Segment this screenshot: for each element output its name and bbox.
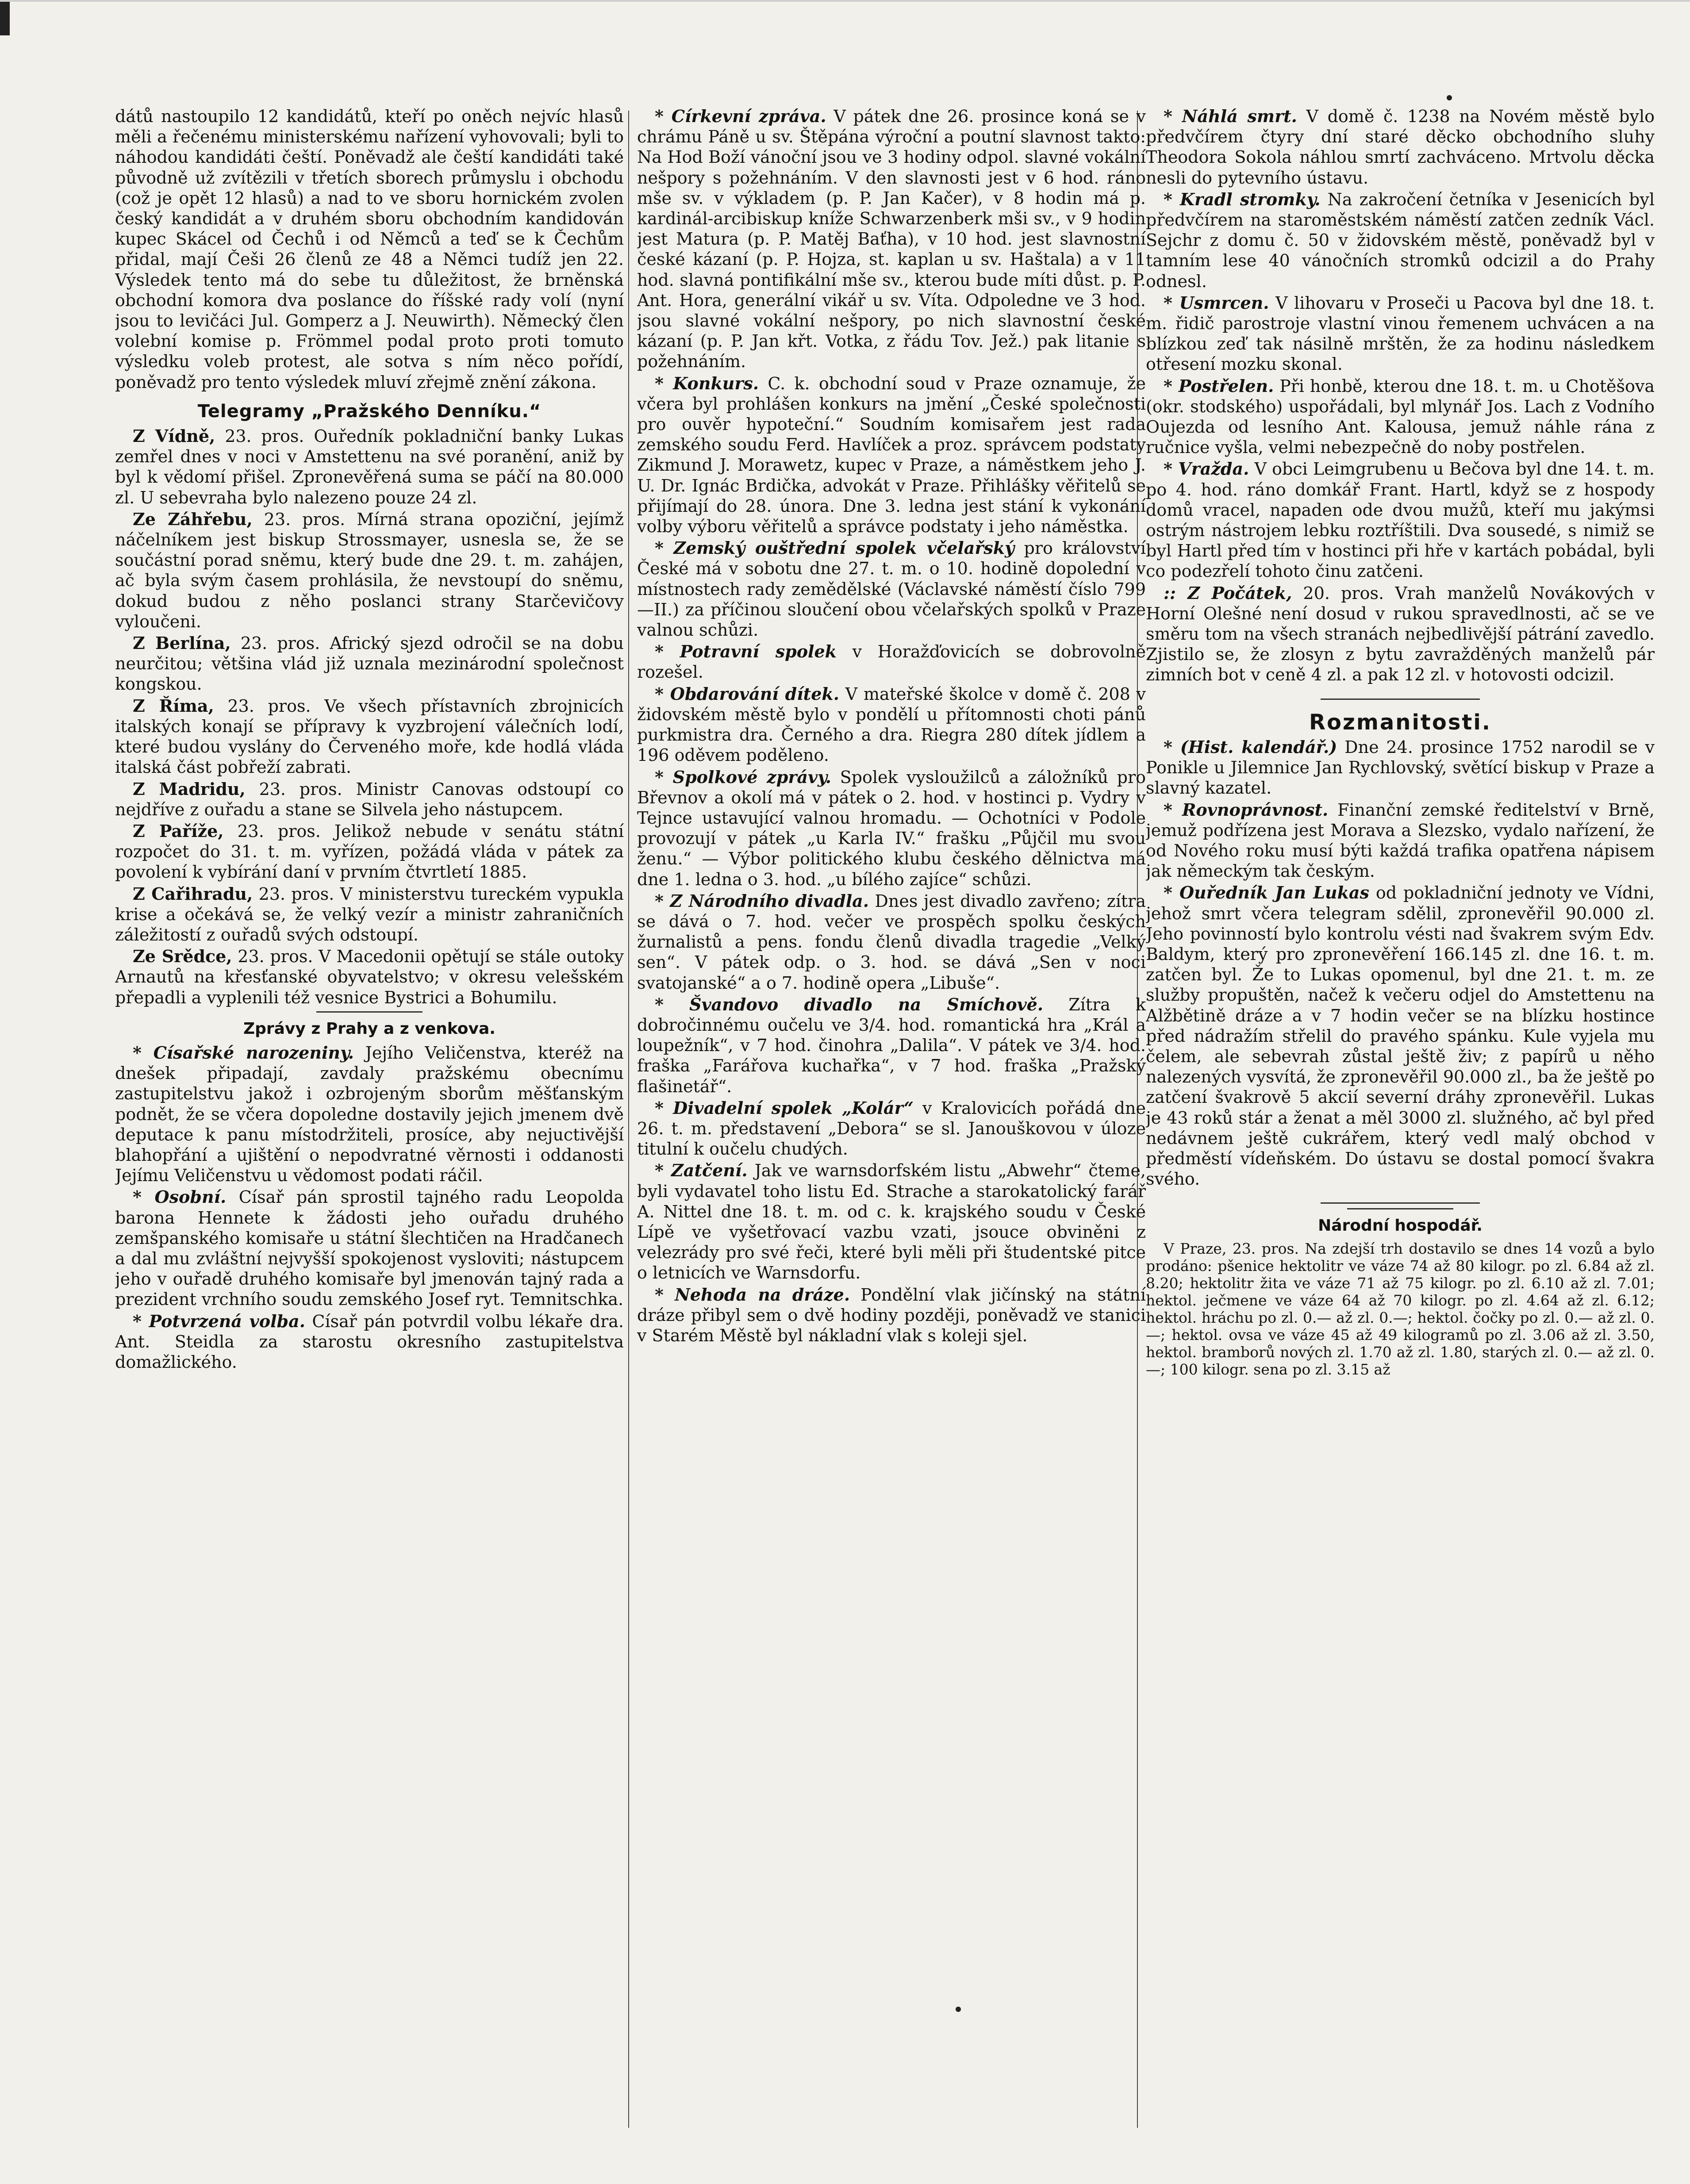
article-text: Finanční zemské ředitelství v Brně, jemuž podřízena jest Morava a Slezsko, vydalo nařízení, že od Nového roku musí býti každá trafika opatřena nápisem jak německým tak českým. — [1146, 800, 1655, 881]
article-text: V mateřské školce v domě č. 208 v židovském městě bylo v pondělí u přítomnosti choti pánů purkmistra dra. Černého a dra. Riegra 280 dítek jídlem a 196 oděvem poděleno. — [637, 684, 1146, 765]
article-lead: * Kradl stromky. — [1164, 189, 1321, 209]
article-paragraph — [115, 779, 624, 820]
article-paragraph — [115, 821, 624, 883]
article-text: Spolek vysloužilců a záložníků pro Břevnov a okolí má v pátek o 2. hod. v hostinci p. Vydry v Tejnce ustavující valnou hromadu. — Ochotníci v Podole provozují v pátek „u Karla IV.“ frašku „Půjčil mu svou ženu.“ — Výbor politického klubu českého dělnictva má dne 1. ledna o 3. hod. „u bílého zajíce“ schůzi. — [637, 767, 1146, 889]
dateline: Z Cařihradu, — [133, 883, 253, 904]
article-paragraph — [637, 767, 1146, 890]
article-paragraph — [115, 106, 624, 392]
article-lead: * Zemský ouštřední spolek včelařský — [655, 538, 1015, 558]
article-text: v Horažďovicích se dobrovolně rozešel. — [637, 642, 1146, 682]
article-paragraph — [637, 538, 1146, 640]
article-lead: * Nehoda na dráze. — [655, 1284, 850, 1305]
article-text: 23. pros. Jelikož nebude v senátu státní rozpočet do 31. t. m. vyřízen, požádá vláda v pátek za povolení k vybírání daní v prvním čtvrtletí 1885. — [115, 821, 624, 882]
section-heading: Rozmanitosti. — [1309, 710, 1492, 735]
dateline: Z Paříže, — [133, 821, 224, 841]
article-lead: * Osobní. — [133, 1187, 227, 1207]
article-text: Dne 24. prosince 1752 narodil se v Ponikle u Jilemnice Jan Rychlovský, světící biskup v Praze a slavný kazatel. — [1146, 737, 1655, 798]
article-paragraph — [115, 946, 624, 1008]
article-text: Zítra k dobročinnému oučelu ve 3/4. hod. romantická hra „Král a loupežník“, v 7 hod. činohra „Dalila“. V pátek ve 3/4. hod. fraška „Farářova kuchařka“, v 7 hod. fraška „Pražský flašinetář“. — [637, 994, 1146, 1096]
dateline: Z Madridu, — [133, 779, 246, 799]
article-paragraph — [1146, 106, 1655, 188]
article-text: Císař pán sprostil tajného radu Leopolda barona Hennete k žádosti jeho ouřadu druhého zemšpanského komisaře u státní šlechtičen na Hradčanech a dal mu zvláštní nejvyšší spokojenost vysloviti; nástupcem jeho v ouřadě druhého komisaře byl jmenován tajný rada a prezident vrchního soudu zemského Josef ryt. Temnitschka. — [115, 1187, 624, 1309]
article-text: V pátek dne 26. prosince koná se v chrámu Páně u sv. Štěpána výroční a poutní slavnost takto: Na Hod Boží vánoční jsou ve 3 hodiny odpol. slavné vokální nešpory s požehnáním. V den slavnosti jest v 6 hod. ráno mše sv. v výkladem (p. P. Jan Kačer), v 8 hodin má p. kardinál-arcibiskup kníže Schwarzenberk mši sv., v 9 hodin jest Matura (p. P. Matěj Baťha), v 10 hod. jest slavnostní české kázaní (p. P. Hojza, st. kaplan u sv. Haštala) a v 11 hod. slavná pontifikální mše sv., kterou bude míti důst. p. P. Ant. Hora, generální vikář u sv. Víta. Odpoledne ve 3 hod. jsou slavné vokální nešpory, po nich slavnostní české kázaní (p. P. Jan křt. Votka, z řádu Tov. Jež.) pak litanie s požehnáním. — [637, 107, 1146, 372]
article-text: C. k. obchodní soud v Praze oznamuje, že včera byl prohlášen konkurs na jmění „České společnosti pro ouvěr hypoteční.“ Soudním komisařem jest rada zemského soudu Ferd. Havlíček a proz. správcem podstaty Zikmund J. Morawetz, kupec v Praze, a náměstkem jeho J. U. Dr. Ignác Brdička, advokát v Praze. Přihlášky věřitelů se přijímají do 28. února. Dne 3. ledna jest stání k vykonání volby výboru věřitelů a správce podstaty i jeho náměstka. — [637, 373, 1146, 537]
column-3 — [1146, 106, 1655, 2106]
article-text: 23. pros. Ve všech přístavních zbrojnicích italských konají se přípravy k vyzbrojení válečních lodí, které budou vyslány do Červeného moře, kde hodlá vláda italská část pobřeží zabrati. — [115, 696, 624, 777]
section-heading: Telegramy „Pražského Denníku.“ — [197, 401, 542, 422]
article-lead: * Obdarování dítek. — [655, 683, 839, 704]
article-text: v Kralovicích pořádá dne 26. t. m. představení „Debora“ se sl. Janouškovou v úloze titulní k oučelu chudých. — [637, 1098, 1146, 1159]
article-paragraph — [115, 1043, 624, 1186]
article-lead: * (Hist. kalendář.) — [1164, 737, 1337, 757]
article-text: V lihovaru v Proseči u Pacova byl dne 18. t. m. řidič parostroje vlastní vinou řemenem uchvácen a na blízkou zeď tak násilně mrštěn, že za hodinu následkem otřesení mozku skonal. — [1146, 293, 1655, 374]
column-2 — [637, 106, 1146, 2106]
article-paragraph — [637, 891, 1146, 993]
article-text: Dnes jest divadlo zavřeno; zítra se dává o 7. hod. večer ve prospěch spolku českých žurnalistů a pens. fondu členů divadla tragedie „Velký sen“. V pátek odp. o 3. hod. se dává „Sen v noci svatojanské“ a o 7. hodině opera „Libuše“. — [637, 891, 1146, 993]
article-text: Při honbě, kterou dne 18. t. m. u Chotěšova (okr. stodského) uspořádali, byl mlynář Jos. Lach z Vodního Oujezda od lesního Ant. Kalousa, jemuž náhle rána z ručnice vyšla, velmi nebezpečně do noby postřelen. — [1146, 376, 1655, 457]
article-lead: * Divadelní spolek „Kolár“ — [655, 1098, 914, 1118]
article-text: V obci Leimgrubenu u Bečova byl dne 14. t. m. po 4. hod. ráno domkář Frant. Hartl, když se z hospody domů vracel, napaden ode dvou mužů, kteří mu jakýmsi ostrým nástrojem lebku roztříštili. Dva sousedé, s nimiž se byl Hartl před tím v hostinci při hře v kartách pobádal, byli co podezřelí tohoto činu zatčeni. — [1146, 459, 1655, 581]
article-paragraph — [1146, 1240, 1655, 1378]
article-paragraph — [115, 426, 624, 508]
article-text: Jak ve warnsdorfském listu „Abwehr“ čteme, byli vydavatel toho listu Ed. Strache a starokatolický farář A. Nittel dne 18. t. m. od c. k. krajského soudu v České Lípě ve vyšetřovací vazbu vzati, jsouce obviněni z velezrády pro své řeči, které byli měli při študentské pitce o letnicích ve Warnsdorfu. — [637, 1161, 1146, 1283]
article-lead: * Náhlá smrt. — [1164, 106, 1297, 126]
column-1 — [115, 106, 624, 2106]
article-paragraph — [1146, 293, 1655, 375]
article-paragraph — [115, 696, 624, 778]
article-text: V domě č. 1238 na Novém městě bylo předvčírem čtyry dní staré děcko obchodního sluhy Theodora Sokola náhlou smrtí zachváceno. Mrtvolu děcka nesli do pytevního ústavu. — [1146, 107, 1655, 188]
article-lead: * Císařské narozeniny. — [133, 1042, 354, 1063]
article-text: pro království České má v sobotu dne 27. t. m. o 10. hodině dopolední v místnostech rady zemědělské (Václavské náměstí číslo 799—II.) za příčinou sloučení obou včelařských spolků v Praze valnou schůzi. — [637, 538, 1146, 640]
article-paragraph — [637, 994, 1146, 1097]
article-lead: * Zatčení. — [655, 1160, 748, 1181]
article-paragraph — [1146, 459, 1655, 581]
dateline: Ze Záhřebu, — [133, 509, 253, 529]
article-paragraph — [1146, 883, 1655, 1189]
article-lead: * Usmrcen. — [1164, 292, 1269, 313]
article-text: 23. pros. Ministr Canovas odstoupí co nejdříve z ouřadu a stane se Silvela jeho nástupcem. — [115, 779, 624, 819]
article-paragraph — [1146, 376, 1655, 458]
article-lead: * Rovnoprávnost. — [1164, 799, 1329, 820]
article-paragraph — [637, 106, 1146, 372]
section-separator — [1321, 1202, 1480, 1204]
article-paragraph — [637, 641, 1146, 682]
dateline: Z Vídně, — [133, 426, 215, 446]
heading-rule — [316, 1011, 422, 1013]
article-lead: * Potravní spolek — [655, 641, 837, 662]
article-paragraph — [1146, 189, 1655, 292]
article-paragraph — [637, 684, 1146, 766]
article-lead: * Postřelen. — [1164, 376, 1274, 396]
article-lead: * Církevní zpráva. — [655, 106, 826, 126]
article-text: 23. pros. Africký sjezd odročil se na dobu neurčitou; většina vlád již uznala mezinárodní společnost kongskou. — [115, 633, 624, 694]
section-heading: Národní hospodář. — [1318, 1217, 1483, 1235]
section-separator — [1321, 699, 1480, 700]
article-text: V Praze, 23. pros. Na zdejší trh dostavilo se dnes 14 vozů a bylo prodáno: pšenice hektolitr ve váze 74 až 80 kilogr. po zl. 6.84 až zl. 8.20; hektolitr žita ve váze 71 až 75 kilogr. po zl. 6.10 až zl. 7.01; hektol. ječmene ve váze 64 až 70 kilogr. po zl. 4.64 až zl. 6.12; hektol. hráchu po zl. 0.— až zl. 0.—; hektol. čočky po zl. 0.— až zl. 0.—; hektol. ovsa ve váze 45 až 49 kilogramů po zl. 3.06 až zl. 3.50, hektol. bramborů nových zl. 1.70 až zl. 1.80, starých zl. 0.— až zl. 0.—; 100 kilogr. sena po zl. 3.15 až — [1146, 1240, 1655, 1378]
article-lead: * Švandovo divadlo na Smíchově. — [655, 994, 1044, 1014]
article-lead: * Vražda. — [1164, 459, 1249, 479]
article-paragraph — [637, 1285, 1146, 1346]
article-paragraph — [115, 1187, 624, 1309]
article-text: Jejího Veličenstva, kteréž na dnešek připadají, zavdaly pražskému obecnímu zastupitelstvu jakož i ozbrojeným sborům měšťanským podnět, že se včera dopoledne dostavily jejich jmenem dvě deputace k panu místodržiteli, prosíce, aby nejuctivější blahopřání a ujištění o nepodvratné věrnosti i oddanosti Jejímu Veličenstvu u vědomost podati ráčil. — [115, 1043, 624, 1186]
article-text: Na zakročení četníka v Jesenicích byl předvčírem na staroměstském náměstí zatčen zedník Václ. Sejchr z domu č. 50 v židovském městě, poněvadž byl v tamním lese 40 vánočních stromků odcizil a do Prahy odnesl. — [1146, 189, 1655, 291]
article-text: dátů nastoupilo 12 kandidátů, kteří po oněch nejvíc hlasů měli a řečenému ministerskému nařízení vyhovovali; byli to náhodou kandidáti čeští. Poněvadž ale čeští kandidáti také původně už zvítězili v třetích sborech průmyslu i obchodu (což je opět 12 hlasů) a nad to ve sboru hornickém zvolen český kandidát a v druhém sboru obchodním kandidován kupec Skácel od Čechů i od Němců a teď se k Čechům přidal, mají Češi 26 členů ze 48 a Němci tudíž jen 22. Výsledek tento má do sebe tu důležitost, že brněnská obchodní komora dva poslance do říšské rady volí (nyní jsou to levičáci Jul. Gomperz a J. Neuwirth). Německý člen volební komise p. Frömmel podal proto proti tomuto výsledku voleb protest, ale sotva s ním něco pořídí, poněvadž pro tento výsledek mluví zřejmě znění zákona. — [115, 107, 624, 392]
article-paragraph — [1146, 583, 1655, 685]
dateline: Ze Srědce, — [133, 946, 232, 967]
scan-speck — [1447, 95, 1452, 100]
article-lead: * Potvrzená volba. — [133, 1311, 305, 1331]
article-text: od pokladniční jednoty ve Vídni, jehož smrt včera telegram sdělil, zpronevěřil 90.000 zl. Jeho povinností bylo kontrolu vésti nad švakrem svým Edv. Baldym, který pro zpronevěření 166.145 zl. dne 16. t. m. zatčen byl. Že to Lukas opomenul, byl dne 21. t. m. ze služby propuštěn, načež k večeru odjel do Amstettenu na Alžbětině dráze a v 7 hodin večer se na blízku hostince před nádražím střelil do pravého spánku. Kule vyjela mu čelem, ale sebevrah zůstal ještě živ; z papírů u něho nalezených vysvítá, že zpronevěřil 90.000 zl., ba že ještě po zatčení švakrově 5 akcií severní dráhy zpronevěřil. Lukas je 43 roků stár a ženat a měl 3000 zl. služného, ač byl před nedávnem ještě cukrářem, který vedl malý obchod v předměstí vídeňském. Do ústavu se dostal pomocí švakra svého. — [1146, 883, 1655, 1189]
article-text: Císař pán potvrdil volbu lékaře dra. Ant. Steidla za starostu okresního zastupitelstva domažlického. — [115, 1311, 624, 1372]
article-paragraph — [115, 1311, 624, 1373]
article-paragraph — [115, 509, 624, 632]
dateline: Z Berlína, — [133, 633, 231, 653]
article-text: 23. pros. Mírná strana opoziční, jejímž náčelníkem jest biskup Strossmayer, usnesla se, že se součástní porad sněmu, který bude dne 29. t. m. zahájen, ač byla svým časem prohlásila, že nevstoupí do sněmu, dokud budou z něho poslanci strany Starčevičovy vyloučeni. — [115, 509, 624, 631]
article-paragraph — [1146, 737, 1655, 798]
article-text: Pondělní vlak jičínský na státní dráze přibyl sem o dvě hodiny později, poněvadž ve stanici v Starém Městě byl nákladní vlak s koleji sjel. — [637, 1285, 1146, 1345]
article-lead: :: Z Počátek, — [1164, 583, 1292, 603]
article-lead: * Z Národního divadla. — [655, 890, 869, 911]
article-lead: * Ouředník Jan Lukas — [1164, 883, 1369, 903]
article-paragraph — [1146, 800, 1655, 882]
article-lead: * Konkurs. — [655, 373, 759, 393]
article-paragraph — [115, 884, 624, 945]
article-text: 23. pros. V ministerstvu tureckém vypukla krise a očekává se, že velký vezír a ministr zahraničních záležitostí z ouřadů svých odstoupí. — [115, 884, 624, 944]
heading-rule — [1347, 1208, 1453, 1209]
column-rule — [628, 111, 629, 2128]
article-paragraph — [115, 633, 624, 695]
article-text: 23. pros. V Macedonii opětují se stále outoky Arnautů na křesťanské obyvatelstvo; v okresu velešském přepadli a vyplenili též vesnice Bystrici a Bohumilu. — [115, 947, 624, 1007]
dateline: Z Říma, — [133, 695, 214, 716]
scan-corner-mark — [0, 0, 1690, 8]
article-text: 23. pros. Ouředník pokladniční banky Lukas zemřel dnes v noci v Amstettenu na své poranění, aniž by byl k vědomí přišel. Zpronevěřená suma se páčí na 80.000 zl. U sebevraha bylo nalezeno pouze 24 zl. — [115, 426, 624, 507]
article-text: 20. pros. Vrah manželů Novákových v Horní Olešné není dosud v rukou spravedlnosti, ač se ve směru tom na všech stranách nejbedlivější pátrání zavedlo. Zjistilo se, že zlosyn z bytu zavražděných manželů pár zimních bot v ceně 4 zl. a pak 12 zl. v hotovosti odcizil. — [1146, 583, 1655, 685]
article-paragraph — [637, 1160, 1146, 1283]
article-paragraph — [637, 1098, 1146, 1159]
section-heading: Zprávy z Prahy a z venkova. — [243, 1019, 495, 1038]
article-paragraph — [637, 373, 1146, 537]
article-lead: * Spolkové zprávy. — [655, 767, 831, 787]
